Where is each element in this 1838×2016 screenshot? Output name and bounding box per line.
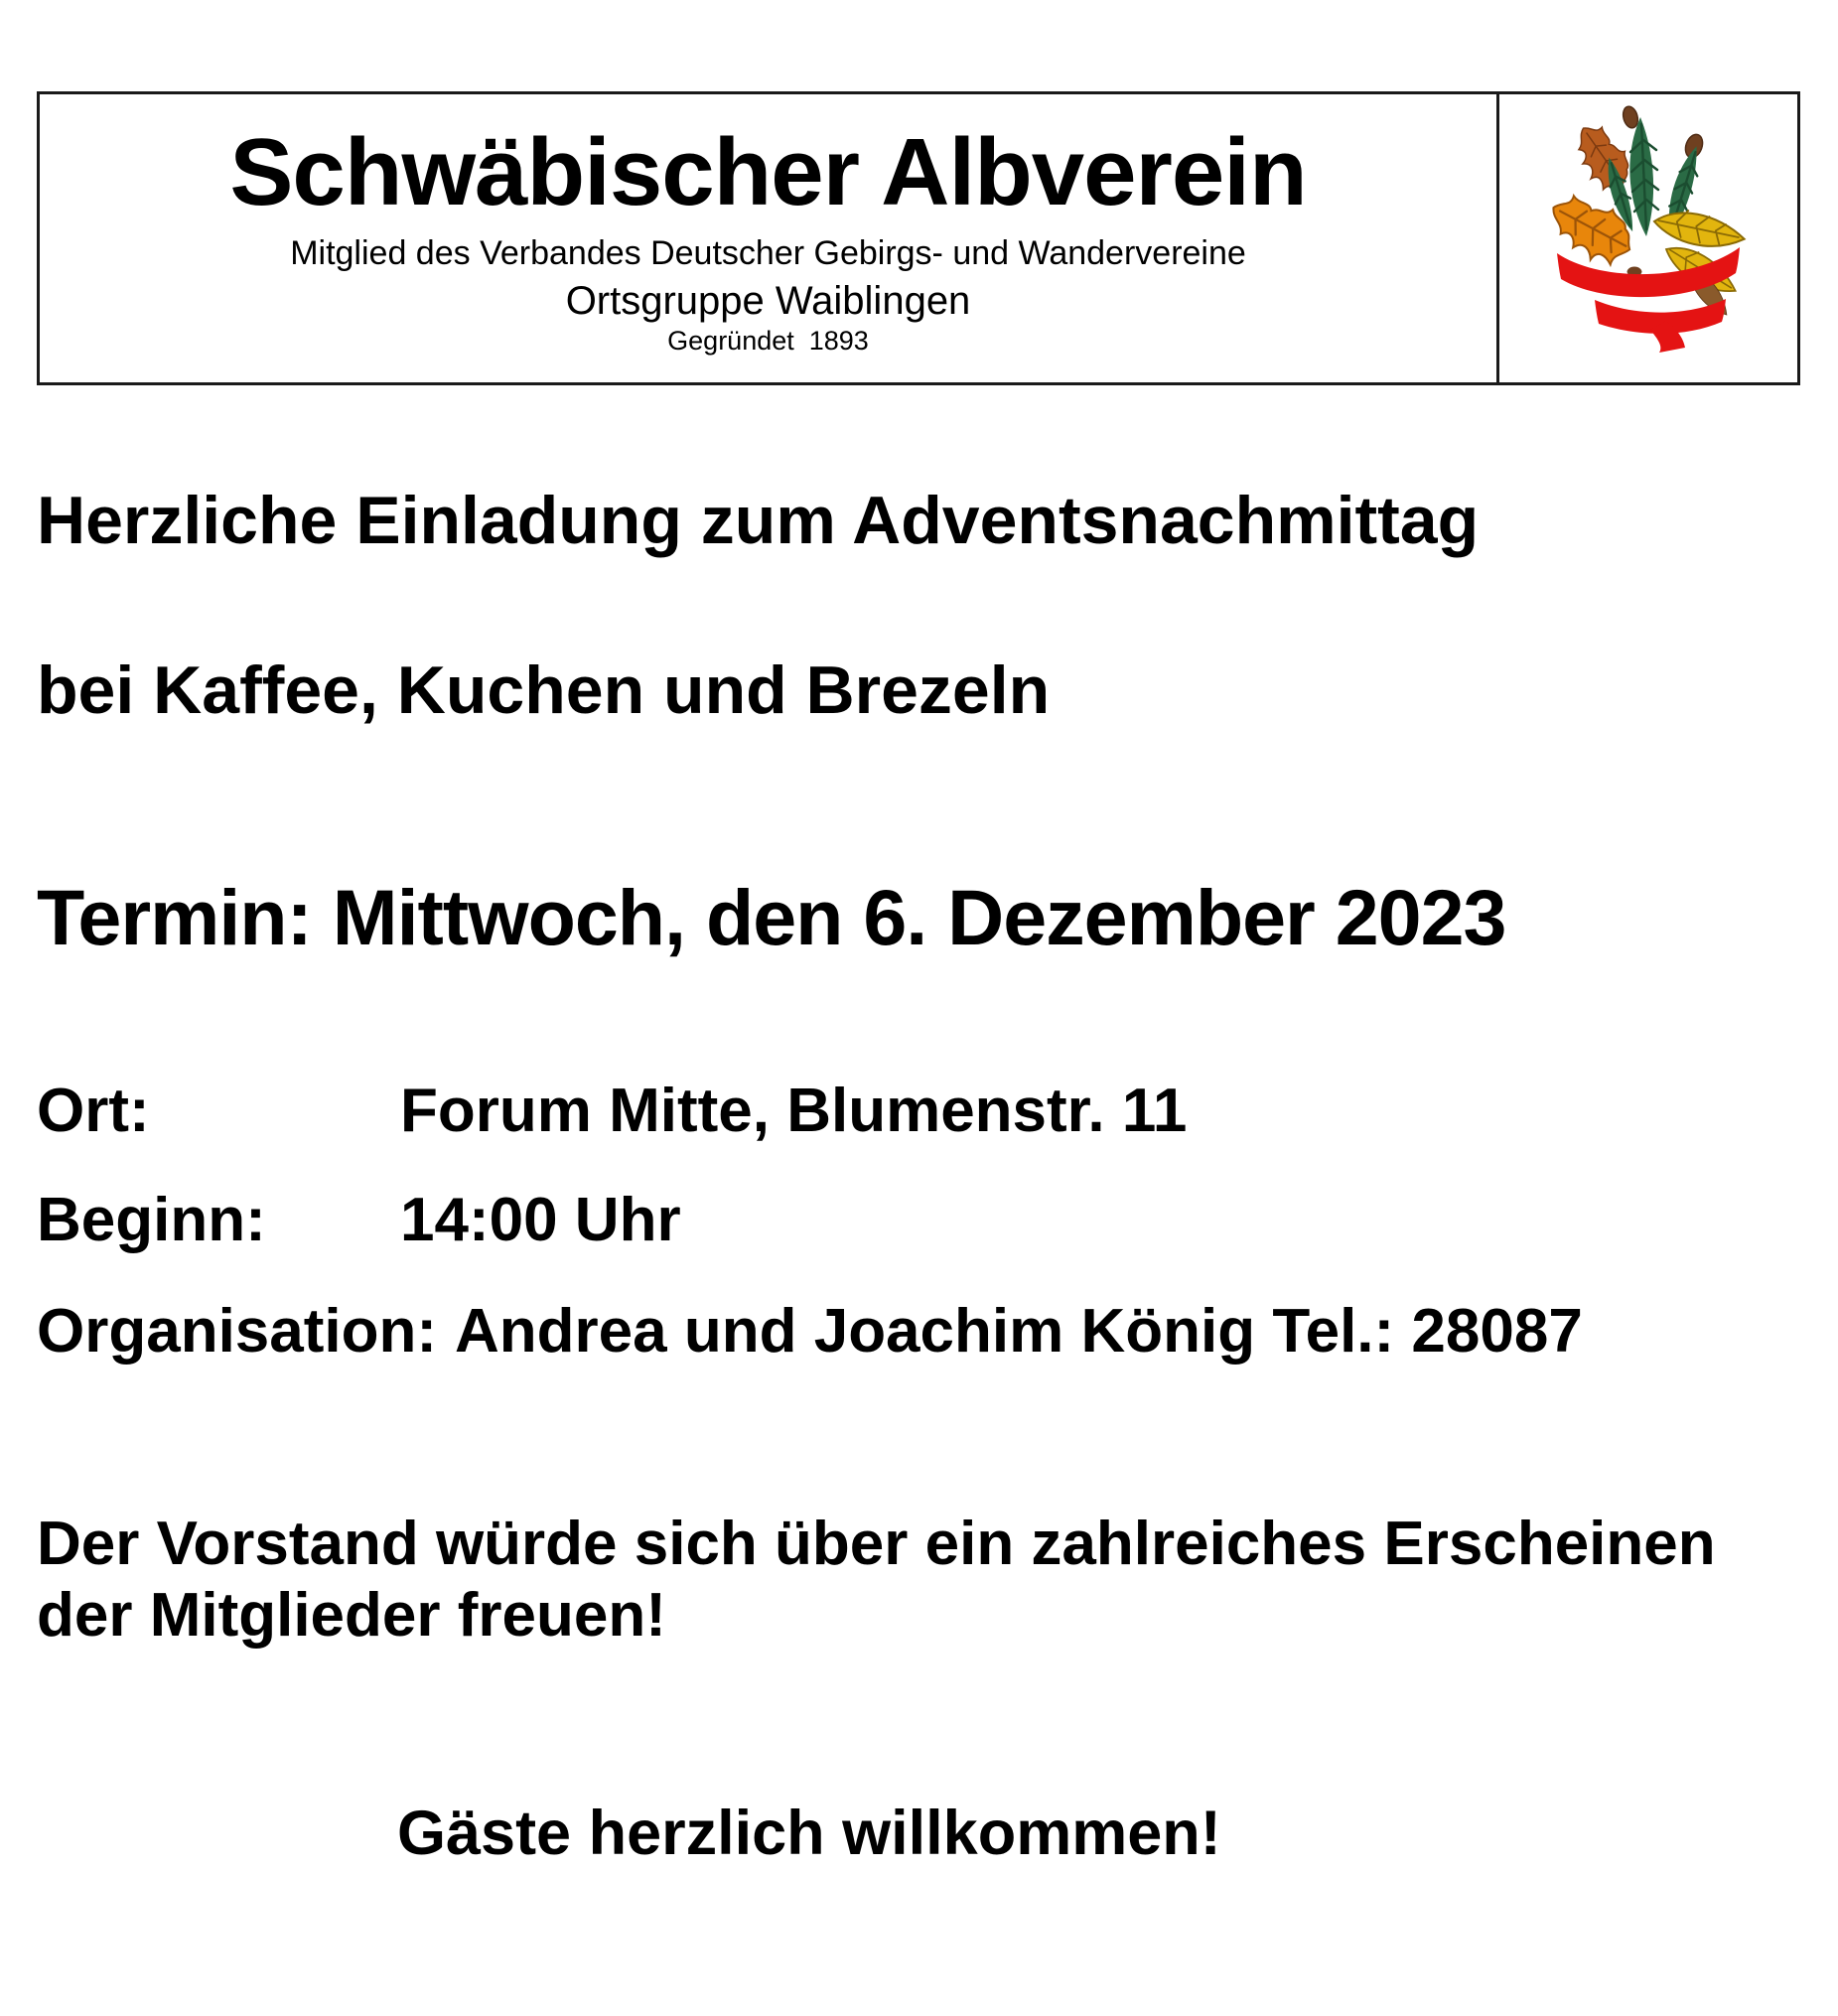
club-member-line: Mitglied des Verbandes Deutscher Gebirgs- und Wandervereine	[290, 234, 1246, 273]
sienna-oak-leaf	[1565, 116, 1640, 199]
detail-row-location	[37, 1079, 1187, 1144]
club-local-group: Ortsgruppe Waiblingen	[565, 279, 971, 324]
invitation-line-1: Herzliche Einladung zum Adventsnachmittag	[37, 483, 1480, 558]
location-label: Ort:	[37, 1077, 150, 1145]
detail-row-organisation	[37, 1299, 1583, 1365]
club-title: Schwäbischer Albverein	[229, 118, 1307, 225]
organisation-label: Organisation:	[37, 1297, 438, 1366]
club-header-text-cell	[40, 94, 1496, 382]
club-logo-cell	[1496, 94, 1797, 382]
fir-sprig	[1629, 117, 1658, 236]
club-header-box	[37, 91, 1800, 385]
detail-row-start-time	[37, 1188, 681, 1253]
club-founded-line: Gegründet 1893	[667, 326, 869, 357]
autumn-leaves-ribbon-logo	[1543, 104, 1754, 353]
event-date-line: Termin: Mittwoch, den 6. Dezember 2023	[37, 873, 1506, 961]
start-time-label: Beginn:	[37, 1186, 266, 1254]
closing-appeal-text: Der Vorstand würde sich über ein zahlreiches Erscheinen der Mitglieder freuen!	[37, 1510, 1716, 1650]
start-time-value: 14:00 Uhr	[400, 1186, 681, 1254]
location-value: Forum Mitte, Blumenstr. 11	[400, 1077, 1188, 1145]
guests-welcome-line: Gäste herzlich willkommen!	[397, 1799, 1221, 1868]
organisation-value: Andrea und Joachim König Tel.: 28087	[455, 1297, 1583, 1366]
invitation-line-2: bei Kaffee, Kuchen und Brezeln	[37, 652, 1051, 728]
